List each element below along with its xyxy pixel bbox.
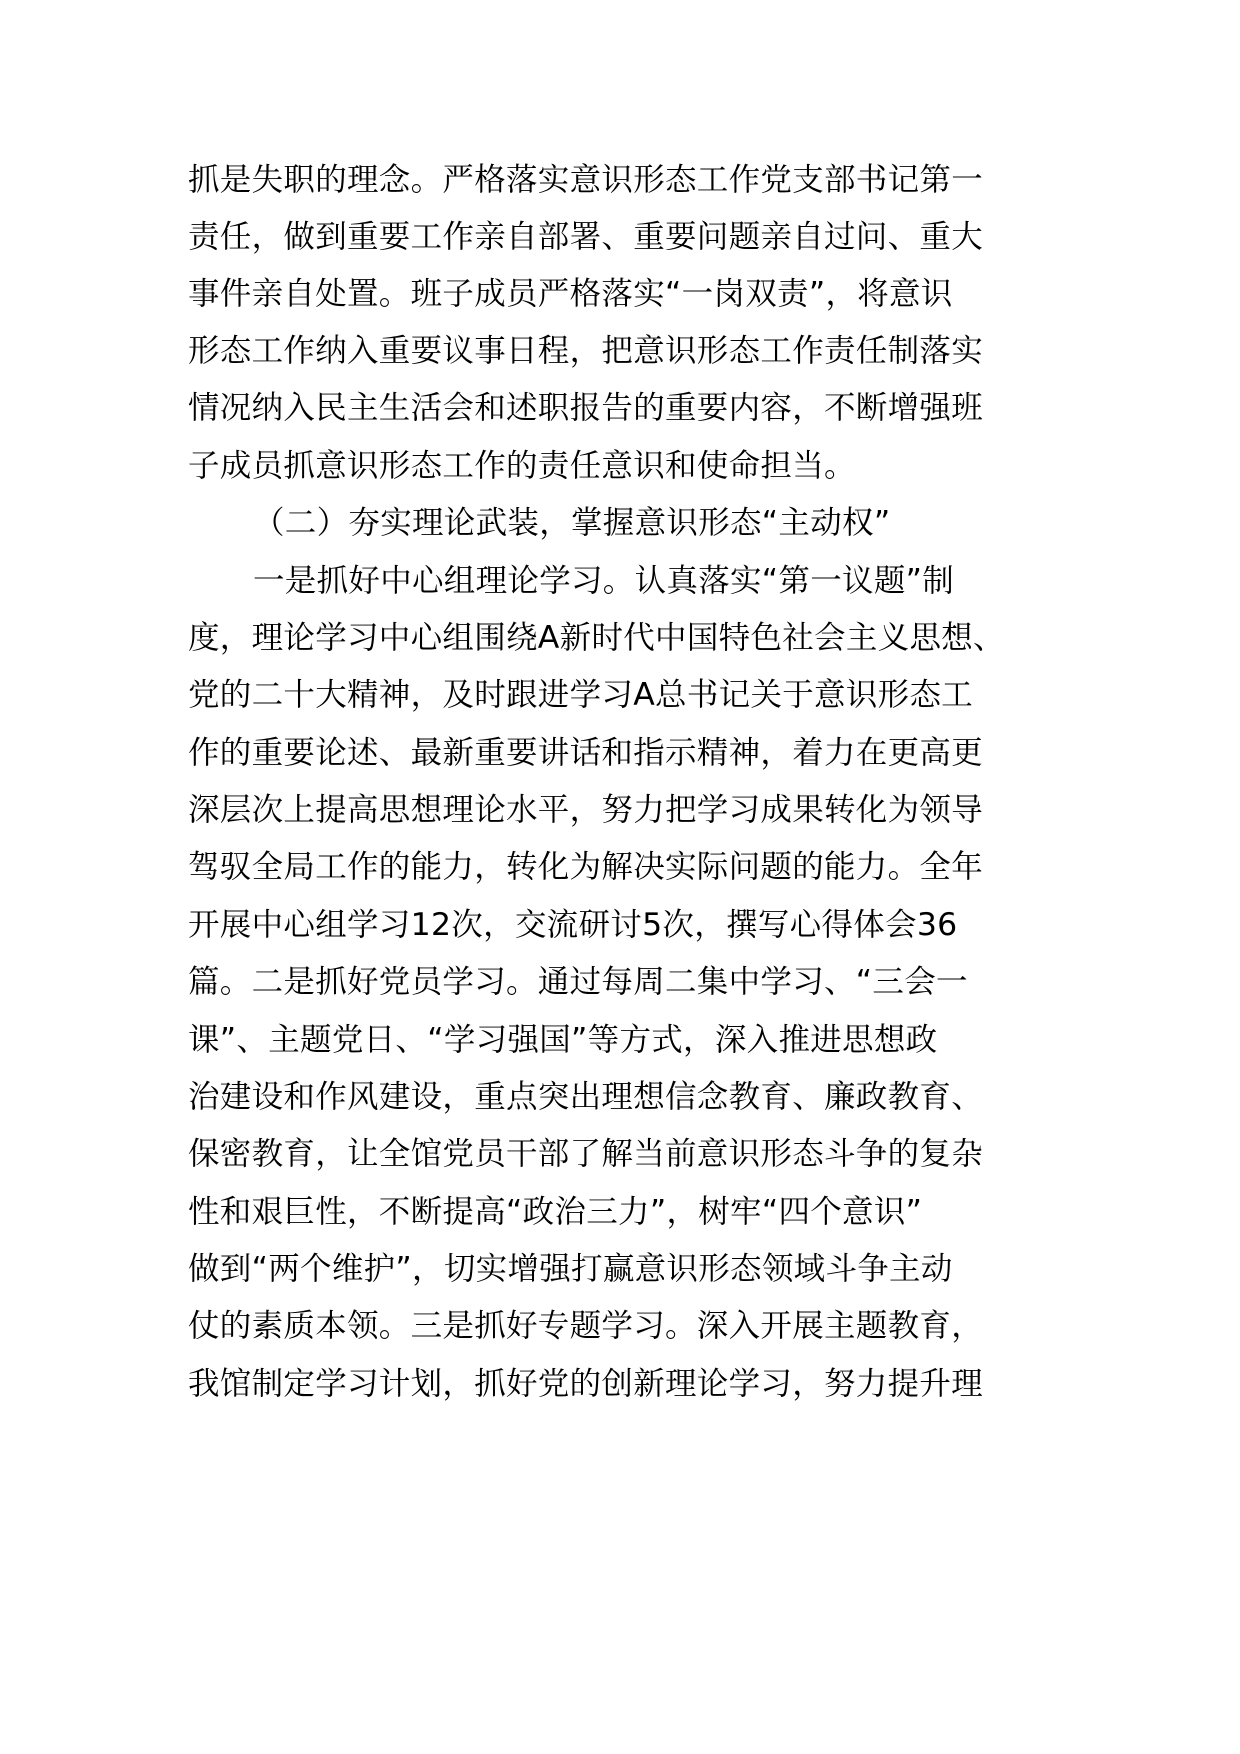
paragraph-line: 篇。二是抓好党员学习。通过每周二集中学习、“三会一 (188, 964, 968, 1000)
paragraph-line: 深层次上提高思想理论水平，努力把学习成果转化为领导 (188, 792, 984, 828)
paragraph-line: 我馆制定学习计划，抓好党的创新理论学习，努力提升理 (188, 1366, 984, 1402)
paragraph-line: 情况纳入民主生活会和述职报告的重要内容，不断增强班 (188, 390, 984, 426)
paragraph-line: 治建设和作风建设，重点突出理想信念教育、廉政教育、 (188, 1079, 984, 1115)
paragraph-line: 责任，做到重要工作亲自部署、重要问题亲自过问、重大 (188, 219, 984, 255)
paragraph-line: 党的二十大精神，及时跟进学习A总书记关于意识形态工 (188, 677, 974, 713)
paragraph-line: 度，理论学习中心组围绕A新时代中国特色社会主义思想、 (188, 620, 1005, 656)
paragraph-line: 形态工作纳入重要议事日程，把意识形态工作责任制落实 (188, 333, 984, 369)
paragraph-line: 作的重要论述、最新重要讲话和指示精神，着力在更高更 (188, 735, 984, 771)
paragraph-line: 课”、主题党日、“学习强国”等方式，深入推进思想政 (188, 1022, 938, 1058)
paragraph-line: 事件亲自处置。班子成员严格落实“一岗双责”，将意识 (188, 276, 953, 312)
paragraph-line: 保密教育，让全馆党员干部了解当前意识形态斗争的复杂 (188, 1136, 984, 1172)
paragraph-line: 开展中心组学习12次，交流研讨5次，撰写心得体会36 (188, 907, 958, 943)
paragraph-line: 一是抓好中心组理论学习。认真落实“第一议题”制 (253, 563, 955, 599)
section-heading: （二）夯实理论武装，掌握意识形态“主动权” (253, 505, 891, 541)
paragraph-line: 做到“两个维护”，切实增强打赢意识形态领域斗争主动 (188, 1251, 953, 1287)
paragraph-line: 性和艰巨性，不断提高“政治三力”，树牢“四个意识” (188, 1194, 923, 1230)
paragraph-line: 抓是失职的理念。严格落实意识形态工作党支部书记第一 (188, 162, 984, 198)
paragraph-line: 子成员抓意识形态工作的责任意识和使命担当。 (188, 448, 856, 484)
paragraph-line: 驾驭全局工作的能力，转化为解决实际问题的能力。全年 (188, 849, 984, 885)
paragraph-line: 仗的素质本领。三是抓好专题学习。深入开展主题教育， (188, 1308, 984, 1344)
